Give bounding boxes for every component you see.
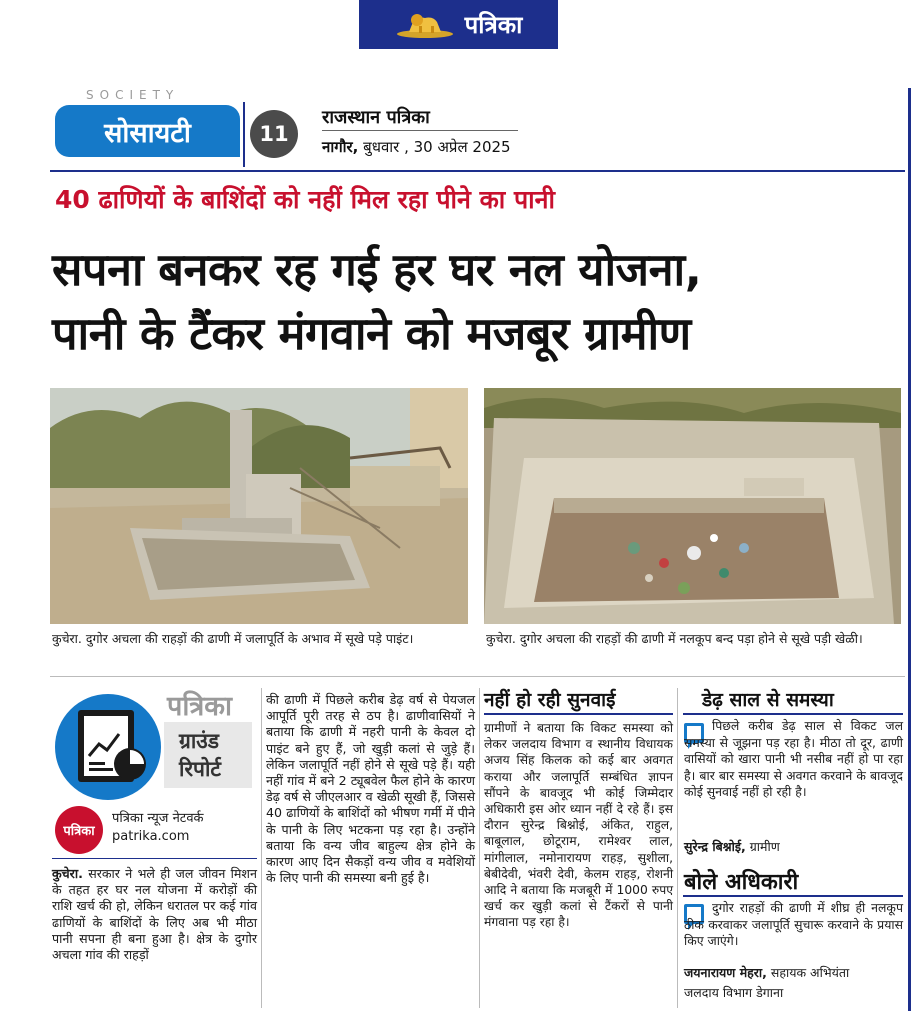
- subhead-problem-since: डेढ़ साल से समस्या: [702, 689, 834, 711]
- subhead-rule: [484, 713, 673, 715]
- page-number: 11: [250, 110, 298, 158]
- story-column-2: की ढाणी में पिछले करीब डेढ़ वर्ष से पेयजल आपूर्ति पूरी तरह से ठप है। ढाणीवासियों ने बताया कि ढाणी में नहरी पानी के केवल दो पाइंट बने हुए हैं, जो खुड़ी कलां से जुड़े हैं। लेकिन जलापूर्ति नहीं होने से सूखे पड़े हैं। यही नहीं गांव में बने 2 ट्यूबवेल फैल होने के कारण डेढ़ वर्ष से जीएलआर व खेळी सूखी हैं, जिससे 40 ढाणियों के बाशिंदों को भीषण गर्मी में पीने के पानी के लिए भटकना पड़ रहा है। उन्होंने बताया कि वन्य जीव बाहुल्य क्षेत्र होने के कारण आए दिन सैकड़ों वन्य जीव व मवेशियों के लिए पानी की समस्या बनी हुई है।: [266, 692, 475, 886]
- official-signature: [684, 964, 849, 981]
- story-column-1: [52, 866, 257, 963]
- column-divider: [479, 688, 480, 1008]
- story-column-1-text: सरकार ने भले ही जल जीवन मिशन के तहत हर घर नल योजना में करोड़ों की राशि खर्च की हो, लेकिन धरातल पर कई गांव ढाणियों के बाशिंदों के लिए अब भी मीठा पानी सपना ही बना हुआ है। क्षेत्र के दुगोर अचला गांव की राहड़ों: [52, 866, 257, 963]
- subhead-no-hearing: नहीं हो रही सुनवाई: [484, 689, 616, 711]
- report-document-icon: [72, 704, 154, 790]
- paper-name: राजस्थान पत्रिका: [322, 107, 430, 128]
- subhead-rule: [683, 895, 903, 897]
- patrika-logo: [359, 0, 558, 49]
- byline-url[interactable]: patrika.com: [112, 829, 190, 844]
- villager-signature: [684, 838, 780, 855]
- dateline-city: नागौर,: [322, 138, 359, 156]
- section-label: सोसायटी: [55, 105, 240, 157]
- villager-quote: पिछले करीब डेढ़ साल से विकट जल समस्या से जूझना पड़ रहा है। मीठा तो दूर, ढाणी वासियों को खारा पानी भी नसीब नहीं हो पा रहा है। बार बार समस्या से अवगत करवाने के बावजूद कोई सुनवाई नहीं हो रही है।: [684, 718, 903, 799]
- main-headline: [52, 238, 908, 366]
- caption-left: कुचेरा. दुगोर अचला की राहड़ों की ढाणी में जलापूर्ति के अभाव में सूखे पड़े पाइंट।: [52, 631, 414, 646]
- subhead-official-says: बोले अधिकारी: [684, 870, 799, 895]
- official-name: जयनारायण मेहरा,: [684, 965, 767, 980]
- ground-report-brand: पत्रिका: [167, 691, 232, 722]
- photo-dry-water-point: [50, 388, 468, 624]
- photo-dry-trough: [484, 388, 901, 624]
- subhead-rule: [683, 713, 903, 715]
- brand-name: पत्रिका: [464, 11, 523, 39]
- story-column-3: ग्रामीणों ने बताया कि विकट समस्या को लेकर जलदाय विभाग व स्थानीय विधायक अजय सिंह किलक को कई बार अवगत कराया और जलापूर्ति सम्बंधित ज्ञापन सौंपने के बावजूद भी कोई जिम्मेदार अधिकारी इस ओर ध्यान नहीं दे रहे हैं। इस दौरान सुरेन्द्र बिश्नोई, अंकित, राहुल, बाबूलाल, छोटूराम, रामेश्वर लाल, मांगीलाल, नमोनारायण राहड़, सुशीला, बेबीदेवी, भंवरी देवी, केलम राहड़, रोशनी आदि ने बताया कि मजबूरी में 1000 रुपए खर्च कर खुड़ी कलां से टैंकरों से पानी मंगवाना पड़ रहा है।: [484, 721, 673, 930]
- masthead-divider: [243, 102, 245, 167]
- byline-logo: पत्रिका: [55, 806, 103, 854]
- caption-right: कुचेरा. दुगोर अचला की राहड़ों की ढाणी में नलकूप बन्द पड़ा होने से सूखे पड़ी खेळी।: [486, 631, 863, 646]
- dateline: [322, 137, 511, 157]
- story-placeline: कुचेरा.: [52, 866, 83, 881]
- lion-emblem-icon: [395, 10, 455, 40]
- byline-rule: [52, 858, 257, 859]
- page-edge-rule: [908, 88, 911, 1011]
- dateline-date: बुधवार , 30 अप्रेल 2025: [363, 138, 511, 156]
- masthead-rule: [50, 170, 905, 172]
- photo-section-rule: [50, 676, 905, 677]
- villager-name: सुरेन्द्र बिश्नोई,: [684, 839, 746, 854]
- column-divider: [677, 688, 678, 1008]
- ground-report-title-line1: ग्राउंड: [179, 729, 220, 753]
- headline-line-2: पानी के टैंकर मंगवाने को मजबूर ग्रामीण: [52, 307, 691, 360]
- byline-name: पत्रिका न्यूज नेटवर्क: [112, 811, 204, 826]
- official-department: जलदाय विभाग डेगाना: [684, 985, 784, 1000]
- headline-line-1: सपना बनकर रह गई हर घर नल योजना,: [52, 243, 702, 296]
- official-quote: दुगोर राहड़ों की ढाणी में शीघ्र ही नलकूप ठीक करवाकर जलापूर्ति सुचारू करवाने के प्रयास किए जाएंगे।: [684, 900, 903, 948]
- column-divider: [261, 688, 262, 1008]
- official-role: सहायक अभियंता: [770, 965, 850, 980]
- kicker-headline: 40 ढाणियों के बाशिंदों को नहीं मिल रहा पीने का पानी: [55, 185, 555, 214]
- section-label-english: SOCIETY: [86, 88, 180, 102]
- ground-report-title-line2: रिपोर्ट: [179, 757, 221, 781]
- paper-name-underline: [322, 130, 518, 131]
- villager-role: ग्रामीण: [749, 839, 780, 854]
